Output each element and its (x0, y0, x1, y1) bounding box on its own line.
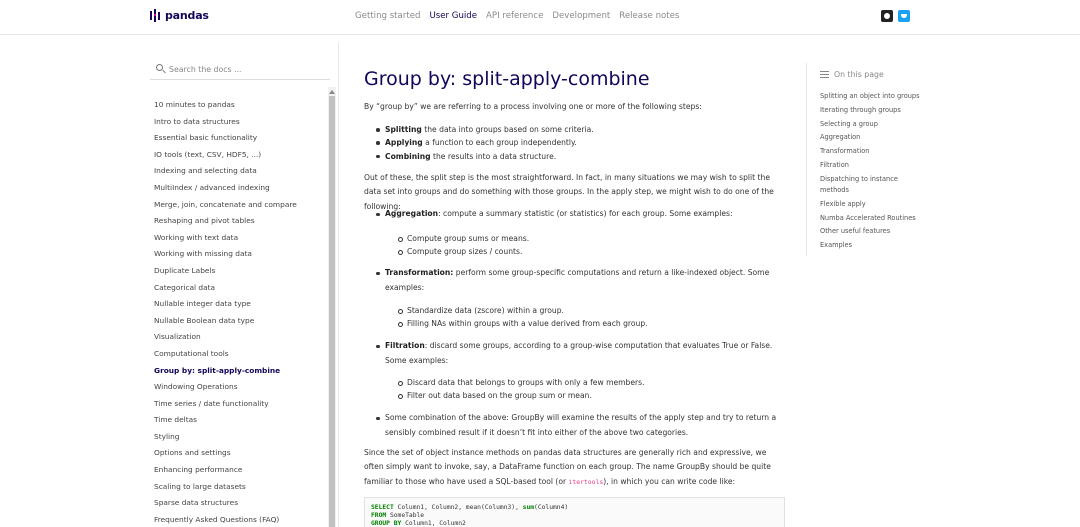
top-navbar (0, 0, 1080, 35)
toc-link[interactable]: Filtration (820, 160, 849, 169)
scrollbar-thumb[interactable] (329, 96, 335, 527)
nav-getting-started[interactable]: Getting started (355, 11, 421, 21)
main-content (364, 66, 784, 527)
sidebar-nav (154, 97, 324, 527)
sidebar-item[interactable]: Nullable integer data type (154, 299, 251, 309)
nav-development[interactable]: Development (552, 11, 611, 21)
transformation-item: Transformation: perform some group-specific computations and return a like-indexed object. Some examples: (376, 266, 784, 295)
split-paragraph: Out of these, the split step is the most straightforward. In fact, in many situations we may wish to split the data set into groups and do something with those groups. In the apply step, we might wish to do one of the following: (364, 173, 774, 211)
toc-link[interactable]: Other useful features (820, 227, 891, 236)
sidebar-item[interactable]: Intro to data structures (154, 116, 240, 126)
list-item: Discard data that belongs to groups with only a few members. (398, 376, 645, 389)
pandas-logo-icon (150, 9, 161, 22)
toc-heading-label: On this page (834, 69, 884, 79)
list-item: Applying a function to each group independently. (376, 136, 594, 149)
search-input[interactable] (169, 62, 319, 76)
filtration-item: Filtration: discard some groups, according to a group-wise computation that evaluates True or False. Some examples: (376, 339, 784, 368)
steps-list (376, 123, 594, 163)
toc-link[interactable]: Dispatching to instance methods (820, 174, 898, 195)
sidebar-item-current[interactable]: Group by: split-apply-combine (154, 365, 281, 375)
sidebar-item[interactable]: Enhancing performance (154, 465, 243, 475)
sidebar-item[interactable]: Styling (154, 431, 180, 441)
github-icon[interactable] (881, 10, 893, 22)
toc-link[interactable]: Splitting an object into groups (820, 92, 920, 100)
toc-heading (820, 63, 926, 85)
scroll-up-arrow-icon[interactable] (329, 90, 335, 94)
sidebar-item[interactable]: Visualization (154, 332, 201, 342)
sidebar-item[interactable]: Computational tools (154, 348, 229, 358)
list-icon (820, 71, 829, 78)
toc-link[interactable]: Selecting a group (820, 119, 878, 128)
sidebar-divider (338, 43, 339, 527)
inline-code: itertools (568, 477, 604, 486)
toc-link[interactable]: Transformation (820, 147, 870, 156)
list-item: Standardize data (zscore) within a group. (398, 304, 648, 317)
sidebar-item[interactable]: IO tools (text, CSV, HDF5, ...) (154, 149, 262, 159)
nav-release-notes[interactable]: Release notes (619, 11, 680, 21)
nav-user-guide[interactable]: User Guide (429, 11, 478, 21)
combination-item: Some combination of the above: GroupBy will examine the results of the apply step and try to return a sensibly combined result if it doesn’t fit into either of the above two categories. (376, 411, 784, 440)
aggregation-item: Aggregation: compute a summary statistic (or statistics) for each group. Some examples: (376, 207, 784, 222)
logo-text: pandas (165, 9, 209, 22)
page-title: Group by: split-apply-combine (364, 68, 650, 90)
sidebar-item[interactable]: Scaling to large datasets (154, 481, 246, 491)
toc-link[interactable]: Numba Accelerated Routines (820, 213, 916, 222)
sidebar-item[interactable]: Essential basic functionality (154, 133, 258, 143)
sidebar-item[interactable]: Working with text data (154, 232, 239, 242)
code-block: SELECT Column1, Column2, mean(Column3), sum(Column4) FROM SomeTable GROUP BY Column1, Column2 (364, 497, 785, 527)
sidebar-item[interactable]: Merge, join, concatenate and compare (154, 199, 297, 209)
sidebar-item[interactable]: Nullable Boolean data type (154, 315, 255, 325)
toc-link[interactable]: Iterating through groups (820, 105, 901, 114)
toc-link[interactable]: Aggregation (820, 133, 861, 142)
twitter-icon[interactable] (898, 10, 910, 22)
main-nav (355, 11, 679, 21)
sidebar-item[interactable]: Indexing and selecting data (154, 166, 257, 176)
list-item: Filling NAs within groups with a value derived from each group. (398, 317, 648, 330)
list-item: Compute group sums or means. (398, 232, 529, 245)
toc-link[interactable]: Examples (820, 241, 853, 250)
search-box (150, 58, 330, 80)
sidebar-item[interactable]: Sparse data structures (154, 498, 239, 508)
sidebar-item[interactable]: Frequently Asked Questions (FAQ) (154, 514, 280, 524)
sidebar-scrollbar[interactable] (328, 87, 336, 527)
social-links (881, 10, 910, 22)
sidebar-item[interactable]: Duplicate Labels (154, 265, 216, 275)
sidebar-item[interactable]: Working with missing data (154, 249, 252, 259)
toc-links (820, 90, 926, 253)
filtration-examples (398, 376, 645, 403)
sidebar-item[interactable]: Windowing Operations (154, 382, 238, 392)
nav-api-reference[interactable]: API reference (486, 11, 544, 21)
page-toc (806, 63, 926, 256)
list-item: Compute group sizes / counts. (398, 245, 529, 258)
pandas-logo[interactable] (150, 9, 209, 22)
sidebar-item[interactable]: Categorical data (154, 282, 216, 292)
list-item: Splitting the data into groups based on some criteria. (376, 123, 594, 136)
sidebar-item[interactable]: 10 minutes to pandas (154, 100, 235, 109)
toc-link[interactable]: Flexible apply (820, 199, 866, 208)
groupby-paragraph: Since the set of object instance methods on pandas data structures are generally rich and expressive, we often simply want to invoke, say, a DataFrame function on each group. The name GroupBy should be quite familiar to those who have used a SQL-based tool (or itertools), in which you can write code like: (364, 448, 771, 486)
transformation-examples (398, 304, 648, 331)
sidebar-item[interactable]: Time deltas (154, 415, 198, 425)
sidebar-item[interactable]: Time series / date functionality (154, 398, 269, 408)
list-item: Filter out data based on the group sum or mean. (398, 389, 645, 402)
intro-paragraph: By “group by” we are referring to a process involving one or more of the following steps: (364, 102, 702, 111)
sidebar-item[interactable]: Options and settings (154, 448, 231, 458)
sidebar-item[interactable]: Reshaping and pivot tables (154, 216, 255, 226)
aggregation-examples (398, 232, 529, 259)
list-item: Combining the results into a data structure. (376, 150, 594, 163)
sidebar-item[interactable]: MultiIndex / advanced indexing (154, 182, 270, 192)
search-icon (156, 64, 163, 71)
